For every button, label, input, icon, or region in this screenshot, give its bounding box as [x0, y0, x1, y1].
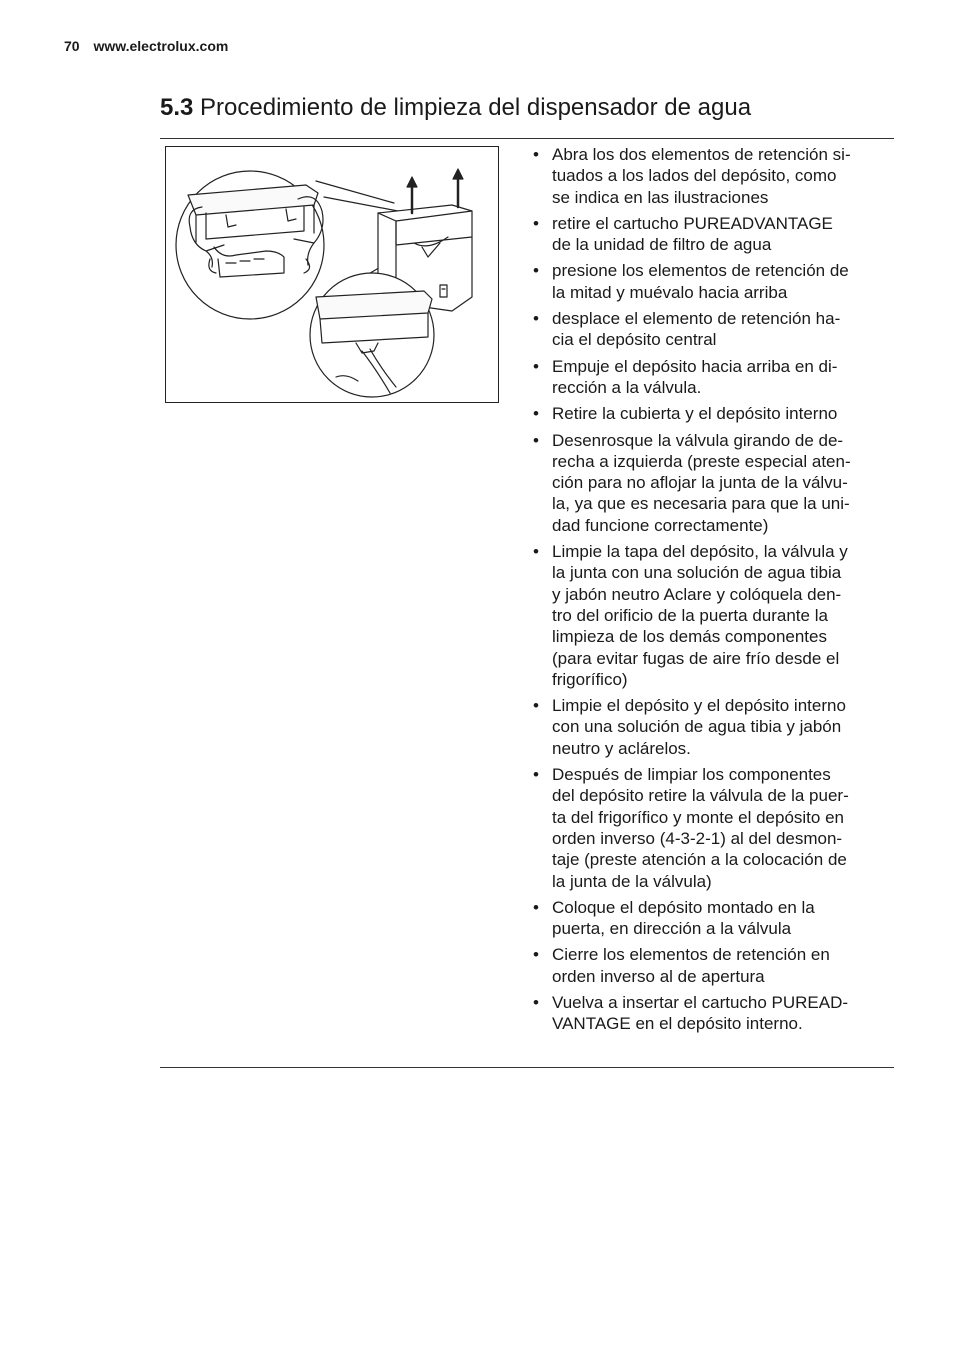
bottom-rule	[160, 1067, 894, 1068]
list-item-line: cia el depósito central	[552, 330, 717, 350]
site-url[interactable]: www.electrolux.com	[93, 38, 229, 54]
list-item-line: Coloque el depósito montado en la	[552, 897, 815, 917]
list-item-line: y jabón neutro Aclare y colóquela den-	[552, 584, 842, 604]
list-item	[533, 764, 885, 892]
list-item-line: Empuje el depósito hacia arriba en di-	[552, 356, 838, 376]
list-item-line: Limpie la tapa del depósito, la válvula y	[552, 542, 848, 562]
list-item-line: la mitad y muévalo hacia arriba	[552, 282, 788, 302]
list-item-line: puerta, en dirección a la válvula	[552, 919, 792, 939]
list-item-line: limpieza de los demás componentes	[552, 627, 827, 647]
list-item-line: frigorífico)	[552, 669, 628, 689]
list-item-line: Abra los dos elementos de retención si-	[552, 145, 851, 164]
list-item-line: se indica en las ilustraciones	[552, 187, 769, 207]
list-item	[533, 897, 885, 940]
section-number: 5.3	[160, 94, 194, 121]
list-item-line: Vuelva a insertar el cartucho PUREAD-	[552, 992, 849, 1012]
list-item-line: rección a la válvula.	[552, 377, 702, 397]
list-item	[533, 144, 885, 208]
section-title-text: Procedimiento de limpieza del dispensador de agua	[200, 94, 752, 121]
list-item-line: retire el cartucho PUREADVANTAGE	[552, 213, 833, 233]
magnified-clip-lower-illustration	[310, 273, 434, 397]
list-item	[533, 403, 885, 424]
list-item-line: recha a izquierda (preste especial aten-	[552, 451, 851, 471]
list-item-line: Cierre los elementos de retención en	[552, 945, 830, 965]
list-item-line: Limpie el depósito y el depósito interno	[552, 696, 846, 716]
list-item	[533, 541, 885, 690]
list-item	[533, 992, 885, 1035]
page-header	[64, 38, 228, 54]
list-item-line: ción para no aflojar la junta de la válvu-	[552, 473, 848, 493]
list-item-line: Desenrosque la válvula girando de de-	[552, 430, 844, 450]
list-item-line: la, ya que es necesaria para que la uni-	[552, 494, 850, 514]
water-tank-illustration	[165, 146, 499, 403]
page-number: 70	[64, 38, 80, 54]
list-item-line: neutro y aclárelos.	[552, 738, 691, 758]
list-item-line: taje (preste atención a la colocación de	[552, 850, 847, 870]
list-item-line: desplace el elemento de retención ha-	[552, 309, 841, 329]
list-item-line: Retire la cubierta y el depósito interno	[552, 404, 838, 424]
list-item-line: orden inverso al de apertura	[552, 966, 765, 986]
list-item-line: tro del orificio de la puerta durante la	[552, 605, 828, 625]
top-rule	[160, 138, 894, 139]
list-item	[533, 308, 885, 351]
list-item-line: de la unidad de filtro de agua	[552, 235, 772, 255]
list-item	[533, 944, 885, 987]
list-item-line: (para evitar fugas de aire frío desde el	[552, 648, 840, 668]
list-item-line: la junta con una solución de agua tibia	[552, 563, 842, 583]
cleaning-steps-list	[533, 144, 885, 1040]
list-item	[533, 213, 885, 256]
list-item	[533, 356, 885, 399]
list-item-line: la junta de la válvula)	[552, 871, 712, 891]
list-item-line: dad funcione correctamente)	[552, 515, 769, 535]
magnified-clip-left-illustration	[176, 171, 324, 319]
list-item-line: ta del frigorífico y monte el depósito en	[552, 807, 844, 827]
list-item	[533, 430, 885, 536]
list-item-line: con una solución de agua tibia y jabón	[552, 717, 842, 737]
list-item-line: VANTAGE en el depósito interno.	[552, 1014, 803, 1034]
list-item-line: presione los elementos de retención de	[552, 261, 849, 281]
list-item-line: tuados a los lados del depósito, como	[552, 166, 837, 186]
list-item	[533, 260, 885, 303]
list-item-line: Después de limpiar los componentes	[552, 765, 831, 785]
list-item-line: del depósito retire la válvula de la puer-	[552, 786, 849, 806]
list-item	[533, 695, 885, 759]
section-title	[160, 94, 751, 122]
list-item-line: orden inverso (4-3-2-1) al del desmon-	[552, 828, 843, 848]
